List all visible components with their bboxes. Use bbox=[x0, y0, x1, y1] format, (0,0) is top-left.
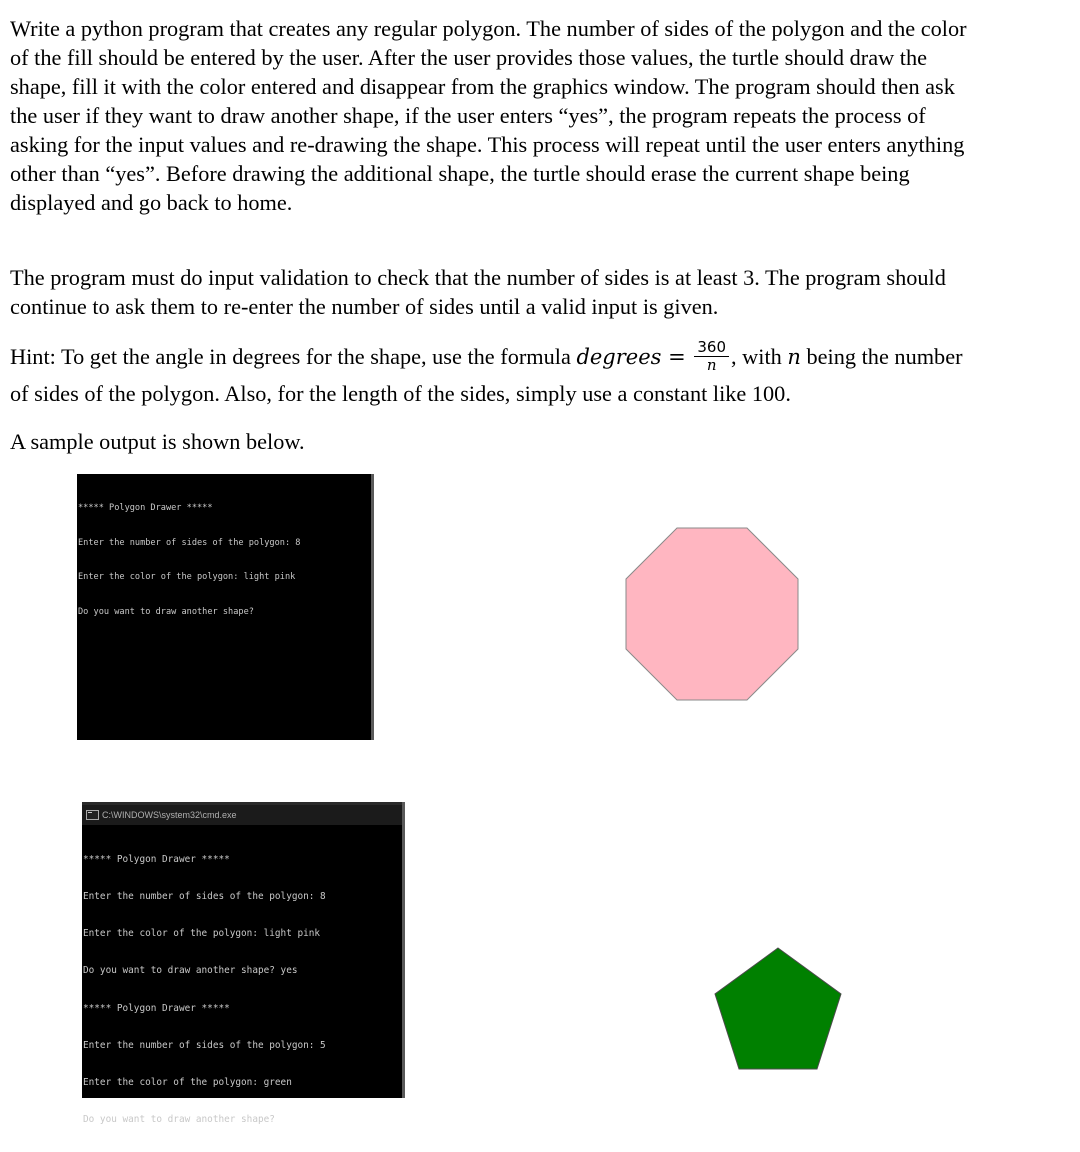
pentagon-polygon bbox=[715, 948, 841, 1069]
console-output bbox=[82, 825, 402, 1152]
octagon-polygon bbox=[626, 528, 798, 700]
formula-numerator: 360 bbox=[694, 339, 729, 357]
hint-text-end: being the number of sides of the polygon. Also, for the length of the sides, simply use a constant like 100. bbox=[10, 344, 963, 407]
console-line: ***** Polygon Drawer ***** bbox=[78, 503, 213, 513]
validation-paragraph: The program must do input validation to check that the number of sides is at least 3. The program should continue to ask them to re-enter the number of sides until a valid input is given. bbox=[10, 265, 946, 319]
formula-denominator: n bbox=[706, 356, 717, 375]
console-line: ***** Polygon Drawer ***** bbox=[83, 1002, 230, 1014]
console-titlebar bbox=[82, 802, 402, 825]
console-title: C:\WINDOWS\system32\cmd.exe bbox=[102, 810, 237, 820]
console-line: Enter the color of the polygon: light pink bbox=[78, 572, 296, 582]
console-window-1 bbox=[77, 474, 374, 740]
pentagon-shape bbox=[710, 944, 846, 1072]
console-line: Do you want to draw another shape? bbox=[83, 1114, 275, 1126]
hint-text-middle: , with bbox=[731, 344, 788, 369]
console-output bbox=[77, 474, 371, 641]
console-line: Enter the number of sides of the polygon: 8 bbox=[83, 891, 326, 903]
cmd-icon bbox=[86, 810, 99, 820]
console-line: Enter the color of the polygon: green bbox=[83, 1077, 292, 1089]
formula-lhs: degrees bbox=[576, 345, 662, 369]
sample-output-caption: A sample output is shown below. bbox=[10, 429, 305, 454]
console-line: Enter the color of the polygon: light pink bbox=[83, 928, 321, 940]
formula-fraction bbox=[694, 339, 729, 374]
octagon-shape bbox=[622, 524, 806, 704]
console-window-2 bbox=[82, 802, 405, 1126]
formula-variable-n: n bbox=[787, 345, 801, 369]
hint-text-start: Hint: To get the angle in degrees for the shape, use the formula bbox=[10, 344, 577, 369]
console-line: Do you want to draw another shape? bbox=[78, 606, 254, 617]
hint-paragraph bbox=[10, 339, 970, 412]
formula-equals: = bbox=[661, 345, 693, 369]
instructions-paragraph: Write a python program that creates any regular polygon. The number of sides of the polygon and the color of the fill should be entered by the user. After the user provides those values, the turtle should draw the shape, fill it with the color entered and disappear from the graphics window. The program should then ask the user if they want to draw another shape, if the user enters “yes”, the program repeats the process of asking for the input values and re-drawing the shape. This process will repeat until the user enters anything other than “yes”. Before drawing the additional shape, the turtle should erase the current shape being displayed and go back to home. bbox=[10, 16, 967, 215]
console-line: Enter the number of sides of the polygon: 5 bbox=[83, 1039, 326, 1051]
console-line: Do you want to draw another shape? yes bbox=[83, 965, 298, 977]
console-line: ***** Polygon Drawer ***** bbox=[83, 853, 230, 865]
console-line: Enter the number of sides of the polygon: 8 bbox=[78, 537, 301, 548]
